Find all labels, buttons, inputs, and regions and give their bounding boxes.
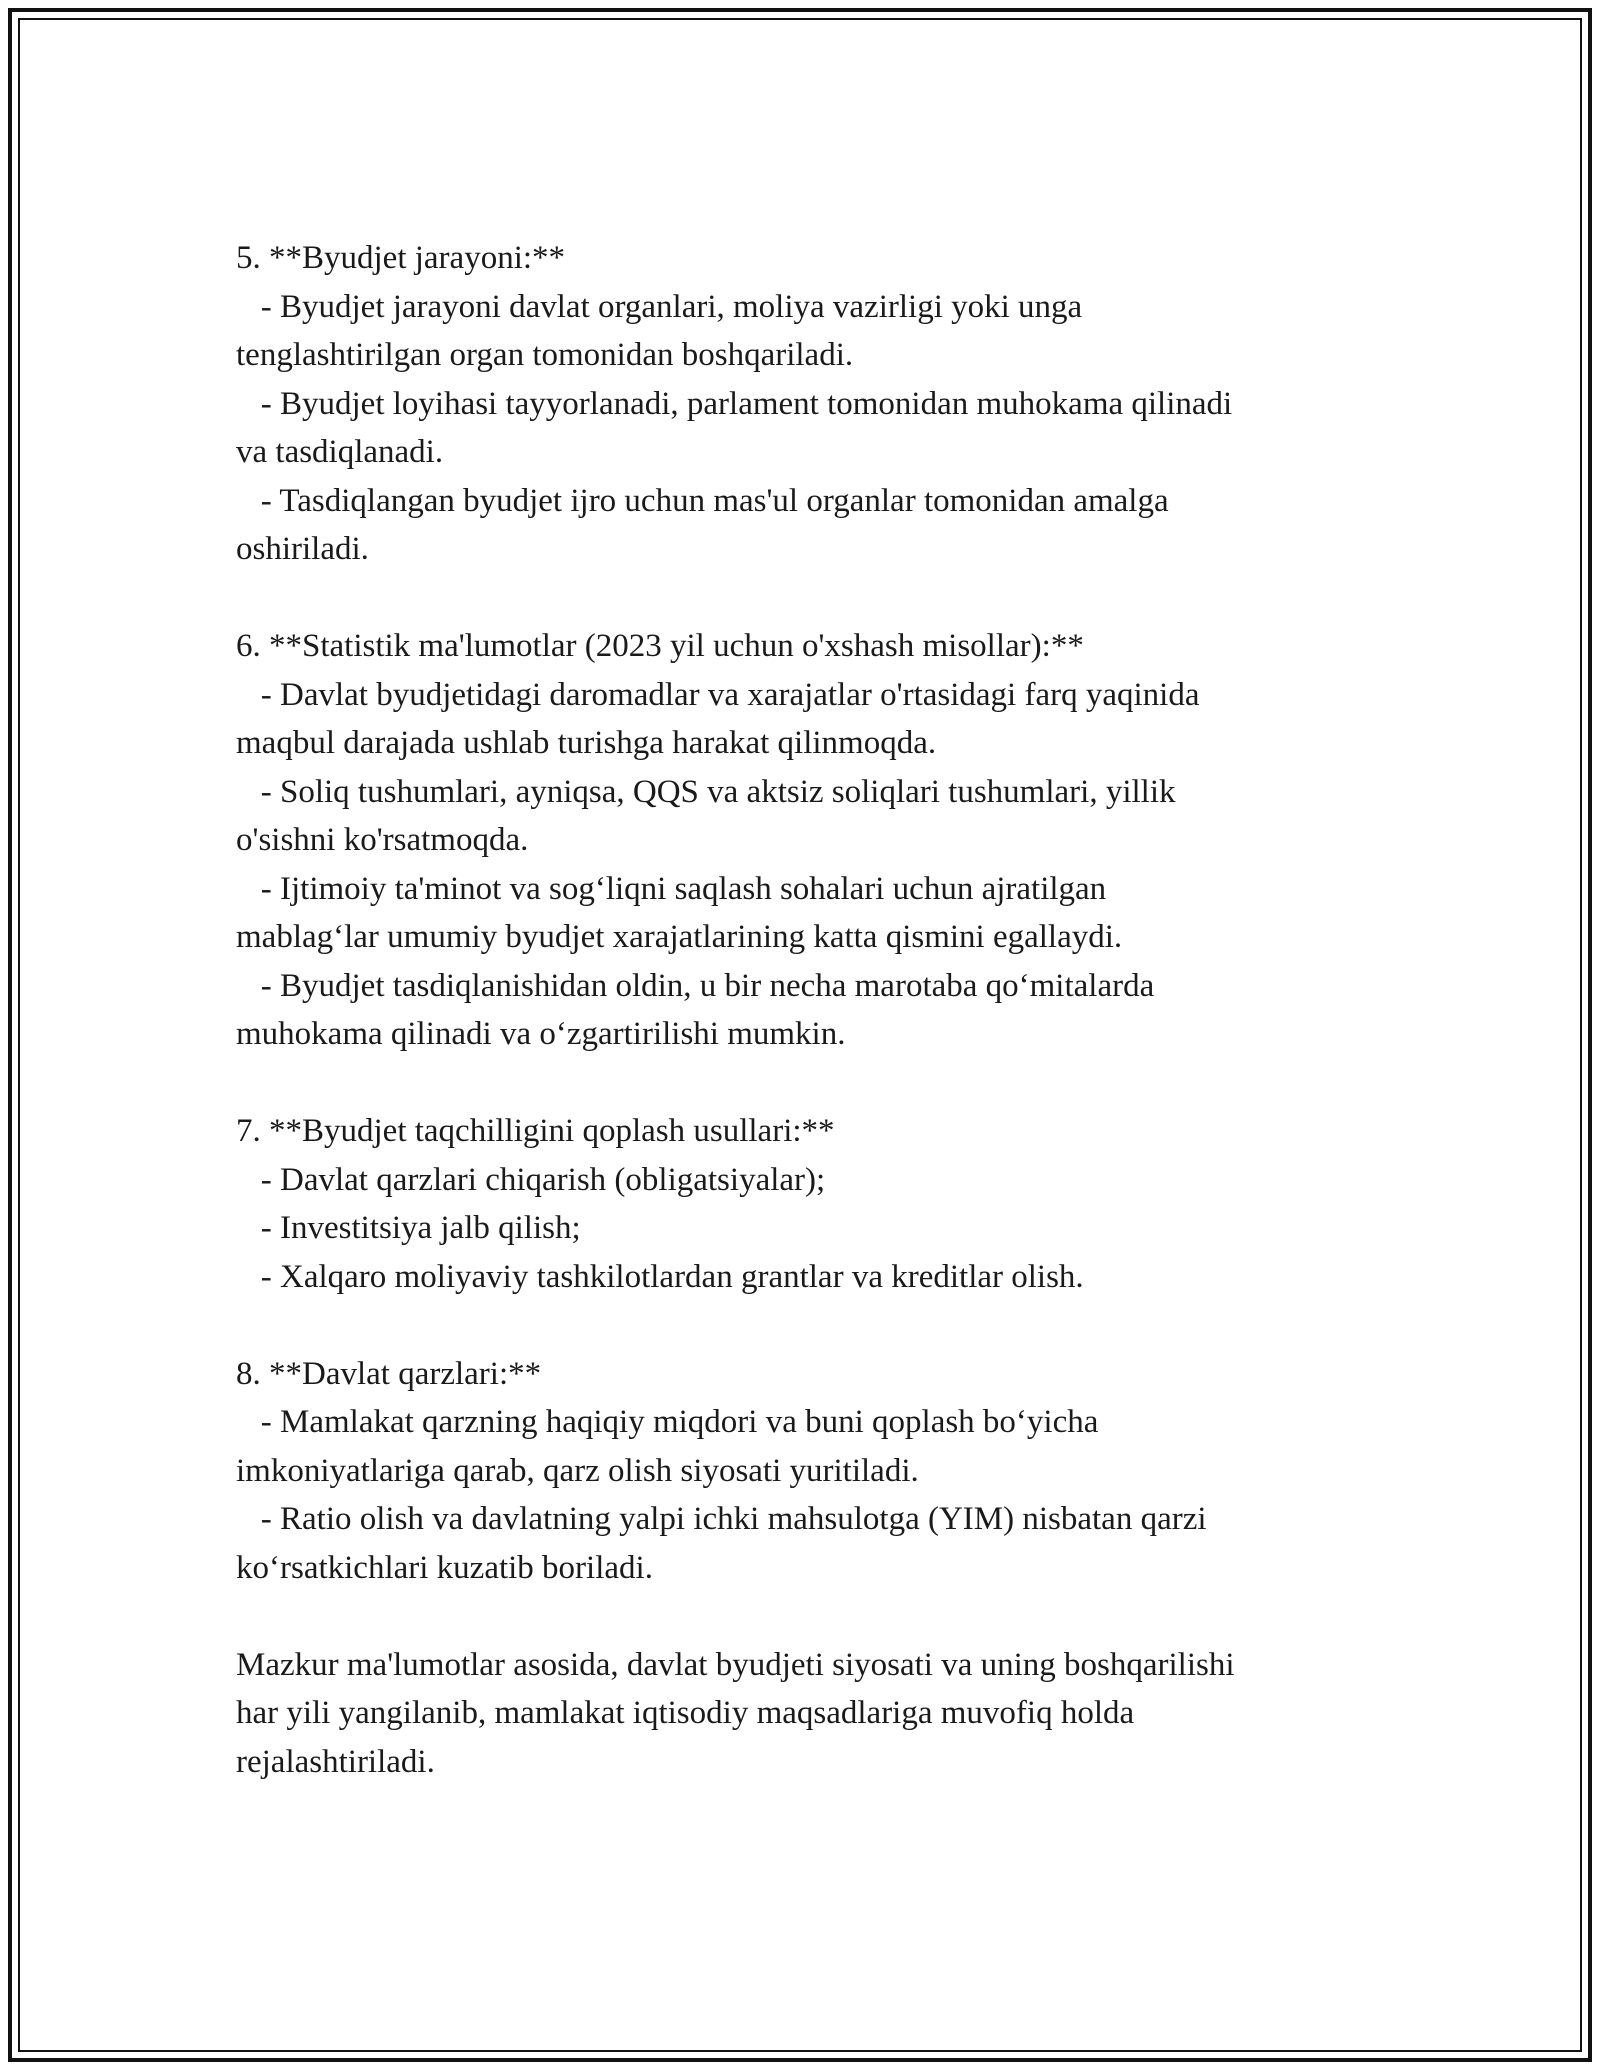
section-heading: 5. **Byudjet jarayoni:** bbox=[236, 240, 566, 276]
text-line: - Soliq tushumlari, ayniqsa, QQS va aktsiz soliqlari tushumlari, yillik bbox=[236, 773, 1176, 810]
paragraph-gap bbox=[236, 1059, 1406, 1108]
text-line: mablag‘lar umumiy byudjet xarajatlarining katta qismini egallaydi. bbox=[236, 919, 1123, 955]
section-heading: 7. **Byudjet taqchilligini qoplash usullari:** bbox=[236, 1113, 835, 1149]
text-line: oshiriladi. bbox=[236, 531, 369, 567]
text-line: har yili yangilanib, mamlakat iqtisodiy maqsadlariga muvofiq holda bbox=[236, 1695, 1135, 1731]
text-line: - Mamlakat qarzning haqiqiy miqdori va buni qoplash bo‘yicha bbox=[236, 1404, 1099, 1440]
section-budget-process bbox=[236, 234, 1406, 574]
text-line: rejalashtiriladi. bbox=[236, 1743, 435, 1780]
text-line: - Davlat byudjetidagi daromadlar va xarajatlar o'rtasidagi farq yaqinida bbox=[236, 676, 1200, 713]
text-line: va tasdiqlanadi. bbox=[236, 434, 444, 470]
text-line: ko‘rsatkichlari kuzatib boriladi. bbox=[236, 1549, 653, 1586]
text-line: Mazkur ma'lumotlar asosida, davlat byudjeti siyosati va uning boshqarilishi bbox=[236, 1646, 1235, 1683]
text-line: - Xalqaro moliyaviy tashkilotlardan grantlar va kreditlar olish. bbox=[236, 1258, 1084, 1295]
text-line: - Davlat qarzlari chiqarish (obligatsiyalar); bbox=[236, 1161, 826, 1198]
section-statistics bbox=[236, 622, 1406, 1059]
text-line: muhokama qilinadi va o‘zgartirilishi mumkin. bbox=[236, 1016, 846, 1052]
text-line: - Tasdiqlangan byudjet ijro uchun mas'ul organlar tomonidan amalga bbox=[236, 482, 1169, 519]
paragraph-gap bbox=[236, 574, 1406, 623]
text-line: - Ijtimoiy ta'minot va sog‘liqni saqlash sohalari uchun ajratilgan bbox=[236, 870, 1107, 907]
paragraph-gap bbox=[236, 1301, 1406, 1350]
text-line: maqbul darajada ushlab turishga harakat qilinmoqda. bbox=[236, 725, 937, 761]
section-deficit-methods bbox=[236, 1107, 1406, 1301]
document-body bbox=[236, 234, 1406, 1786]
section-heading: 6. **Statistik ma'lumotlar (2023 yil uchun o'xshash misollar):** bbox=[236, 628, 1084, 664]
text-line: - Byudjet loyihasi tayyorlanadi, parlament tomonidan muhokama qilinadi bbox=[236, 385, 1233, 422]
text-line: - Byudjet tasdiqlanishidan oldin, u bir necha marotaba qo‘mitalarda bbox=[236, 967, 1155, 1004]
text-line: tenglashtirilgan organ tomonidan boshqariladi. bbox=[236, 337, 854, 373]
text-line: - Byudjet jarayoni davlat organlari, moliya vazirligi yoki unga bbox=[236, 288, 1083, 325]
text-line: o'sishni ko'rsatmoqda. bbox=[236, 822, 529, 858]
text-line: - Investitsiya jalb qilish; bbox=[236, 1210, 581, 1246]
paragraph-gap bbox=[236, 1592, 1406, 1641]
section-state-debt bbox=[236, 1350, 1406, 1593]
text-line: imkoniyatlariga qarab, qarz olish siyosati yuritiladi. bbox=[236, 1452, 919, 1489]
section-heading: 8. **Davlat qarzlari:** bbox=[236, 1355, 542, 1392]
text-line: - Ratio olish va davlatning yalpi ichki mahsulotga (YIM) nisbatan qarzi bbox=[236, 1501, 1207, 1537]
section-conclusion bbox=[236, 1641, 1406, 1787]
